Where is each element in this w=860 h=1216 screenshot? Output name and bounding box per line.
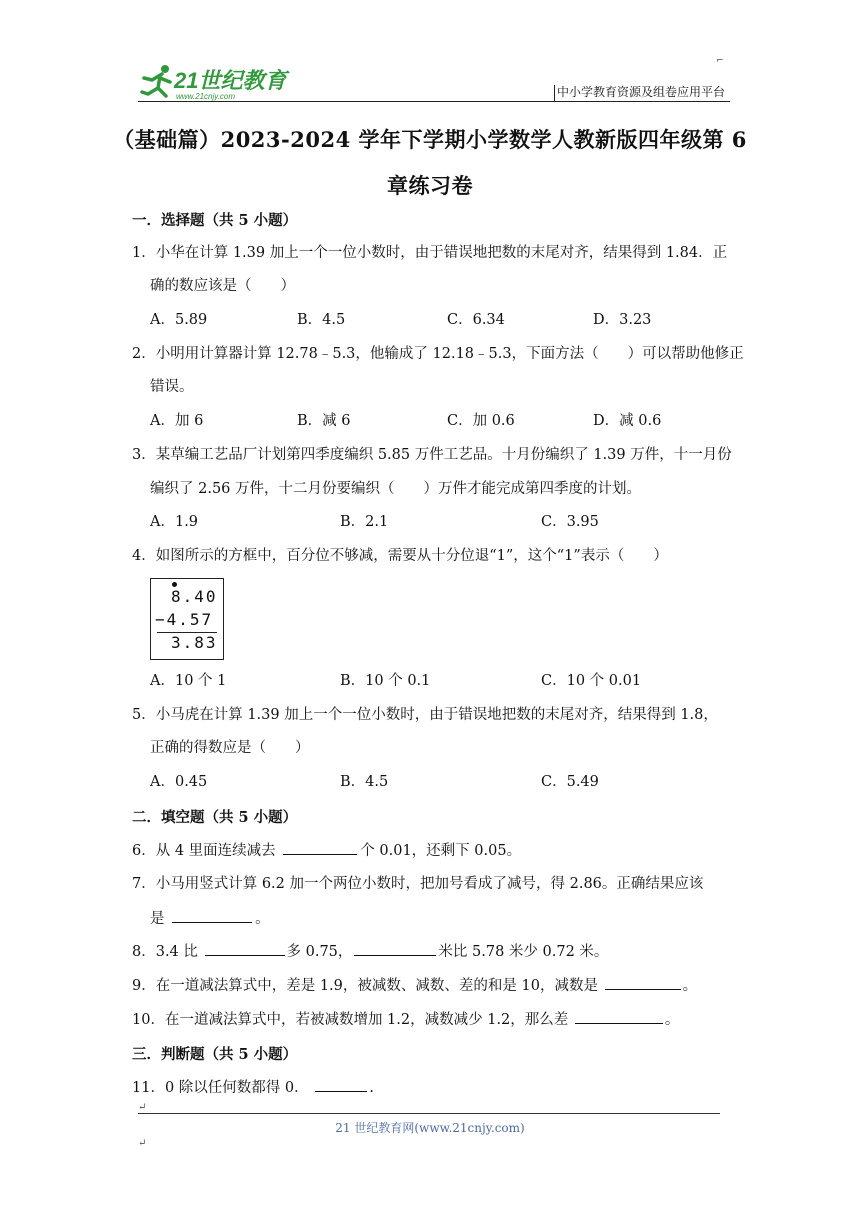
q5-line2: 正确的得数应是（ ） — [150, 740, 310, 756]
q5-line1: 5．小马虎在计算 1.39 加上一个一位小数时，由于错误地把数的末尾对齐，结果得到 1.8， — [132, 707, 718, 723]
q11-answer-blank[interactable] — [315, 1077, 367, 1092]
q3-option-c[interactable]: C．3.95 — [541, 514, 599, 530]
q8-line — [132, 941, 608, 962]
header-corner-mark: ⌐ — [716, 56, 724, 66]
header-logo — [138, 62, 288, 106]
q9-text-a: 9．在一道减法算式中，差是 1.9，被减数、减数、差的和是 10，减数是 — [132, 978, 598, 994]
logo-name: 21世纪教育 — [174, 68, 287, 93]
q8-text-c: 米比 5.78 米少 0.72 米。 — [438, 944, 609, 960]
q5-option-b[interactable]: B．4.5 — [340, 774, 389, 790]
q3-line1: 3．某草编工艺品厂计划第四季度编织 5.85 万件工艺品。十月份编织了 1.39 万件，十一月份 — [132, 447, 732, 463]
section-heading-2: 二．填空题（共 5 小题） — [132, 809, 298, 826]
q10-line — [132, 1009, 679, 1030]
q2-line2: 错误。 — [150, 379, 194, 395]
figure-row-subtrahend: −4.57 — [155, 610, 214, 629]
q5-option-a[interactable]: A．0.45 — [150, 774, 208, 790]
q2-option-a[interactable]: A．加 6 — [150, 413, 204, 429]
q7-line1: 7．小马用竖式计算 6.2 加一个两位小数时，把加号看成了减号，得 2.86。正确结果应该 — [132, 876, 704, 892]
section-heading-3: 三．判断题（共 5 小题） — [132, 1046, 298, 1063]
q10-text-b: 。 — [664, 1012, 680, 1028]
q8-answer-blank-2[interactable] — [354, 941, 436, 956]
header-platform: 中小学教育资源及组卷应用平台 — [557, 85, 726, 99]
q5-option-c[interactable]: C．5.49 — [541, 774, 599, 790]
q1-option-b[interactable]: B．4.5 — [297, 312, 346, 328]
q7-line2 — [150, 908, 270, 929]
q1-option-d[interactable]: D．3.23 — [593, 312, 652, 328]
q4-option-a[interactable]: A．10 个 1 — [150, 673, 227, 689]
logo-url: www.21cnjy.com — [176, 92, 235, 101]
q7-text-a: 是 — [150, 911, 165, 927]
page-title-line2: 章练习卷 — [387, 173, 473, 198]
q7-text-b: 。 — [255, 911, 270, 927]
q6-line — [132, 840, 521, 861]
q2-line1: 2．小明用计算器计算 12.78﹣5.3，他输成了 12.18﹣5.3，下面方法（ ）可以帮助他修正 — [132, 346, 744, 362]
q9-answer-blank[interactable] — [605, 975, 681, 990]
q3-option-b[interactable]: B．2.1 — [340, 514, 389, 530]
q2-option-d[interactable]: D．减 0.6 — [593, 413, 662, 429]
q3-line2: 编织了 2.56 万件，十二月份要编织（ ）万件才能完成第四季度的计划。 — [150, 481, 642, 497]
figure-row-minuend: 8.40 — [171, 587, 218, 606]
footer-return-mark-2: ↵ — [138, 1138, 147, 1149]
runner-icon — [138, 62, 178, 102]
q1-option-c[interactable]: C．6.34 — [447, 312, 505, 328]
footer-rule — [138, 1113, 720, 1114]
q8-answer-blank-1[interactable] — [205, 941, 285, 956]
q2-option-c[interactable]: C．加 0.6 — [447, 413, 515, 429]
header-rule — [138, 101, 730, 102]
q9-text-b: 。 — [682, 978, 698, 994]
q2-option-b[interactable]: B．减 6 — [297, 413, 351, 429]
q6-answer-blank[interactable] — [283, 840, 357, 855]
page-title-line1: （基础篇）2023-2024 学年下学期小学数学人教新版四年级第 6 — [113, 127, 747, 152]
q11-line — [132, 1077, 374, 1098]
q9-line — [132, 975, 697, 996]
header-platform-divider — [554, 85, 555, 101]
q7-answer-blank[interactable] — [172, 908, 252, 923]
footer-return-mark-1: ↵ — [138, 1102, 147, 1113]
q8-text-a: 8．3.4 比 — [132, 944, 198, 960]
q4-line1: 4．如图所示的方框中，百分位不够减，需要从十分位退“1”，这个“1”表示（ ） — [132, 548, 668, 564]
q10-answer-blank[interactable] — [575, 1009, 663, 1024]
q10-text-a: 10．在一道减法算式中，若被减数增加 1.2，减数减少 1.2，那么差 — [132, 1012, 569, 1028]
footer-text: 21 世纪教育网(www.21cnjy.com) — [335, 1121, 525, 1135]
q4-option-c[interactable]: C．10 个 0.01 — [541, 673, 642, 689]
section-heading-1: 一．选择题（共 5 小题） — [132, 212, 298, 229]
q4-subtraction-figure — [150, 578, 224, 660]
q11-text-a: 11．0 除以任何数都得 0． — [132, 1080, 309, 1096]
q6-text-a: 6．从 4 里面连续减去 — [132, 843, 276, 859]
q11-text-b: . — [369, 1080, 374, 1096]
q1-option-a[interactable]: A．5.89 — [150, 312, 208, 328]
q1-line1: 1．小华在计算 1.39 加上一个一位小数时，由于错误地把数的末尾对齐，结果得到 1.84．正 — [132, 245, 728, 261]
q3-option-a[interactable]: A．1.9 — [150, 514, 199, 530]
figure-row-difference: 3.83 — [171, 633, 218, 652]
q8-text-b: 多 0.75， — [286, 944, 353, 960]
q4-option-b[interactable]: B．10 个 0.1 — [340, 673, 431, 689]
q1-line2: 确的数应该是（ ） — [150, 278, 295, 294]
q6-text-b: 个 0.01，还剩下 0.05。 — [360, 843, 522, 859]
